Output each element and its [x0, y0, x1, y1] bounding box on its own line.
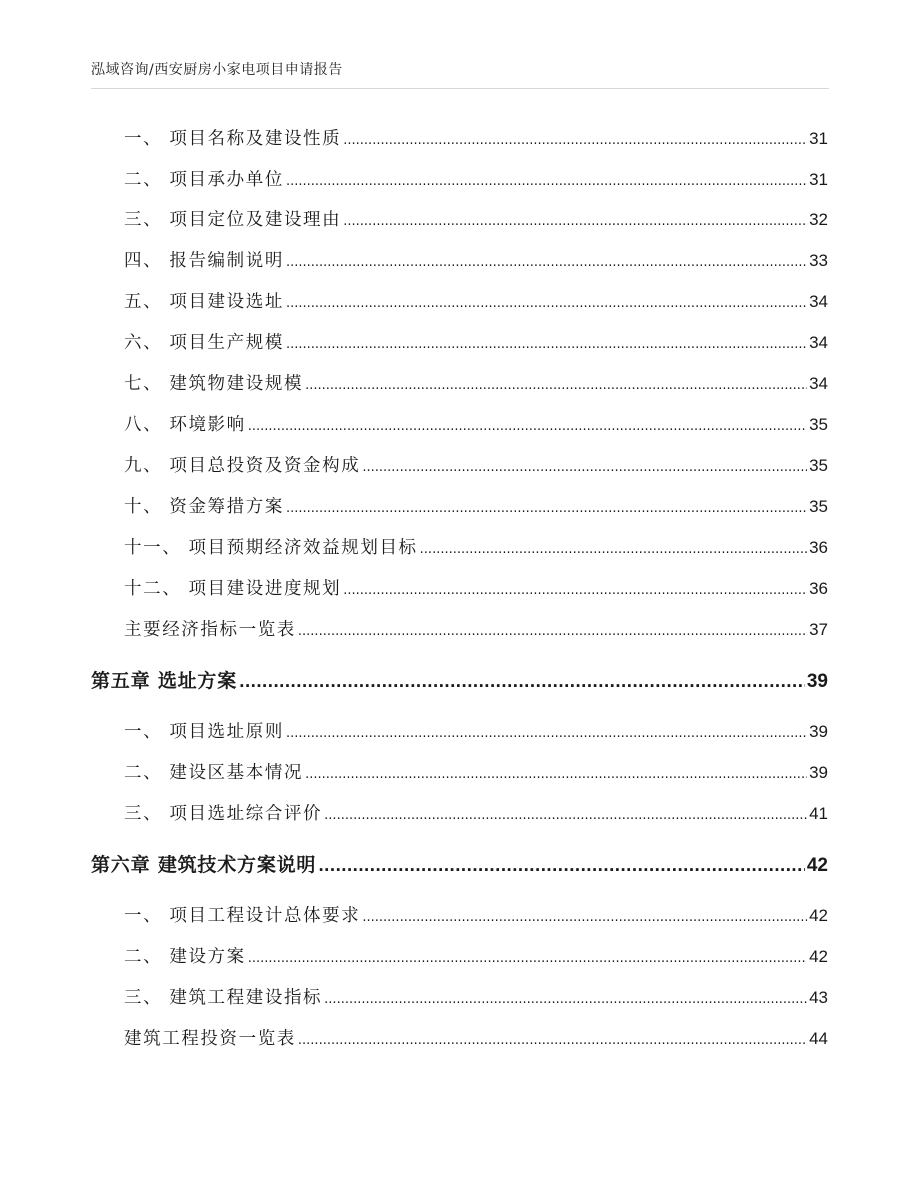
toc-entry-title: 八、 环境影响 [124, 415, 246, 435]
toc-entry-title: 一、 项目工程设计总体要求 [124, 906, 361, 926]
toc-page-number: 36 [809, 538, 828, 557]
toc-entry[interactable] [124, 288, 828, 313]
toc-dot-leader [286, 497, 807, 517]
toc-page-number: 39 [809, 763, 828, 782]
toc-chapter-title: 第六章 建筑技术方案说明 [91, 854, 317, 876]
toc-entry[interactable] [124, 800, 828, 825]
toc-page-number: 39 [806, 671, 828, 692]
toc-entry[interactable] [124, 1025, 828, 1050]
toc-entry-title: 主要经济指标一览表 [124, 620, 296, 640]
toc-entry[interactable] [124, 984, 828, 1009]
toc-dot-leader [324, 988, 807, 1008]
toc-entry-title: 二、 建设区基本情况 [124, 763, 304, 783]
toc-dot-leader [343, 129, 807, 149]
toc-entry-title: 九、 项目总投资及资金构成 [124, 456, 361, 476]
toc-dot-leader [305, 374, 807, 394]
toc-entry[interactable] [124, 902, 828, 927]
header-divider [91, 88, 829, 89]
toc-page-number: 31 [809, 170, 828, 189]
toc-entry-title: 一、 项目名称及建设性质 [124, 129, 342, 149]
toc-page-number: 43 [809, 988, 828, 1007]
toc-page-number: 34 [809, 374, 828, 393]
toc-entry[interactable] [124, 206, 828, 231]
toc-dot-leader [286, 251, 807, 271]
toc-entry[interactable] [124, 943, 828, 968]
page-header: 泓域咨询/西安厨房小家电项目申请报告 [91, 62, 343, 78]
toc-dot-leader [286, 722, 807, 742]
toc-dot-leader [362, 906, 807, 926]
toc-page-number: 31 [809, 129, 828, 148]
toc-entry[interactable] [124, 575, 828, 600]
toc-entry[interactable] [124, 616, 828, 641]
toc-dot-leader [239, 670, 805, 692]
toc-dot-leader [286, 292, 807, 312]
toc-dot-leader [286, 333, 807, 353]
toc-page-number: 33 [809, 251, 828, 270]
toc-chapter-title: 第五章 选址方案 [91, 670, 238, 692]
toc-entry-title: 三、 建筑工程建设指标 [124, 988, 323, 1008]
toc-entry-title: 十一、 项目预期经济效益规划目标 [124, 538, 418, 558]
toc-entry-title: 十二、 项目建设进度规划 [124, 579, 342, 599]
toc-dot-leader [318, 854, 805, 876]
toc-entry[interactable] [124, 125, 828, 150]
toc-page-number: 42 [806, 855, 828, 876]
toc-page-number: 42 [809, 906, 828, 925]
toc-page-number: 41 [809, 804, 828, 823]
toc-page-number: 39 [809, 722, 828, 741]
toc-dot-leader [343, 210, 807, 230]
toc-entry[interactable] [124, 370, 828, 395]
toc-page-number: 35 [809, 415, 828, 434]
toc-entry[interactable] [124, 166, 828, 191]
toc-dot-leader [362, 456, 807, 476]
toc-entry-title: 二、 建设方案 [124, 947, 246, 967]
toc-dot-leader [286, 170, 807, 190]
toc-entry[interactable] [124, 329, 828, 354]
toc-dot-leader [420, 538, 807, 558]
toc-entry-title: 二、 项目承办单位 [124, 170, 284, 190]
toc-entry-title: 三、 项目选址综合评价 [124, 804, 323, 824]
toc-page-number: 35 [809, 497, 828, 516]
toc-page-number: 32 [809, 210, 828, 229]
toc-dot-leader [298, 620, 807, 640]
toc-chapter-entry[interactable] [91, 850, 828, 877]
toc-dot-leader [248, 415, 807, 435]
toc-entry[interactable] [124, 247, 828, 272]
toc-dot-leader [324, 804, 807, 824]
toc-entry-title: 一、 项目选址原则 [124, 722, 284, 742]
toc-entry[interactable] [124, 411, 828, 436]
toc-entry[interactable] [124, 759, 828, 784]
toc-entry-title: 四、 报告编制说明 [124, 251, 284, 271]
toc-dot-leader [248, 947, 807, 967]
toc-entry[interactable] [124, 493, 828, 518]
toc-entry-title: 七、 建筑物建设规模 [124, 374, 304, 394]
toc-entry-title: 五、 项目建设选址 [124, 292, 284, 312]
toc-dot-leader [305, 763, 807, 783]
toc-page-number: 34 [809, 333, 828, 352]
toc-page-number: 35 [809, 456, 828, 475]
toc-page-number: 44 [809, 1029, 828, 1048]
toc-entry[interactable] [124, 718, 828, 743]
toc-dot-leader [298, 1029, 807, 1049]
toc-page-number: 37 [809, 620, 828, 639]
toc-entry-title: 十、 资金筹措方案 [124, 497, 284, 517]
toc-entry-title: 六、 项目生产规模 [124, 333, 284, 353]
toc-dot-leader [343, 579, 807, 599]
toc-entry-title: 建筑工程投资一览表 [124, 1029, 296, 1049]
toc-entry[interactable] [124, 534, 828, 559]
toc-page-number: 42 [809, 947, 828, 966]
toc-page-number: 34 [809, 292, 828, 311]
toc-entry-title: 三、 项目定位及建设理由 [124, 210, 342, 230]
toc-page-number: 36 [809, 579, 828, 598]
toc-chapter-entry[interactable] [91, 666, 828, 693]
toc-entry[interactable] [124, 452, 828, 477]
